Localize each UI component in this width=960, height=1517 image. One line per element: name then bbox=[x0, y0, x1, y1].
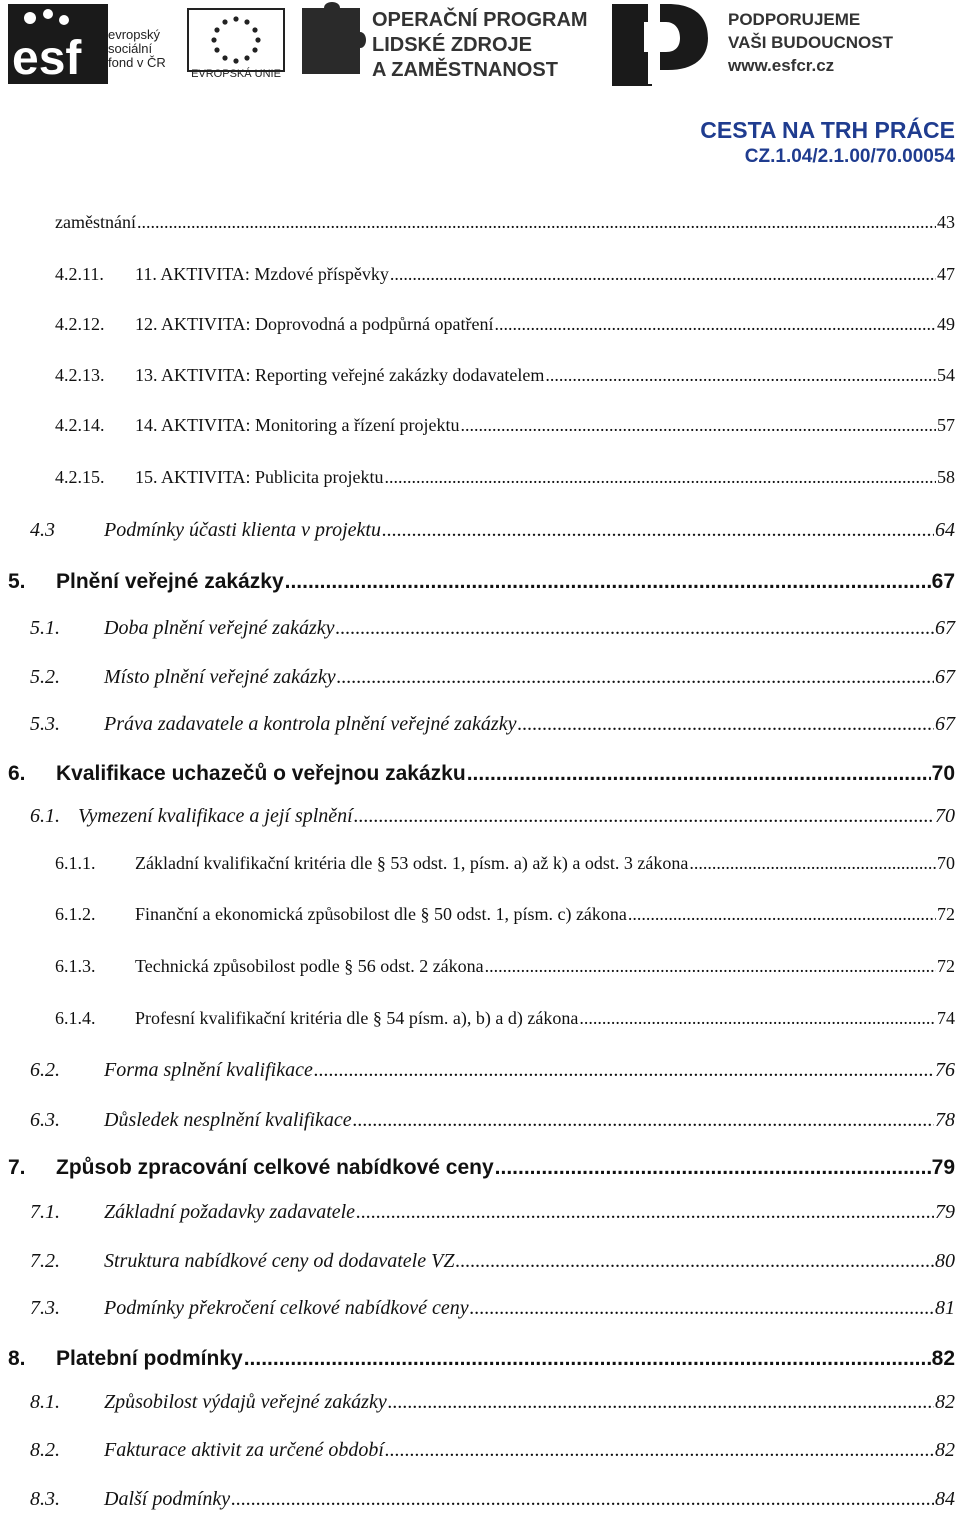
toc-entry-number: 4.3 bbox=[30, 519, 55, 541]
toc-entry[interactable] bbox=[55, 904, 955, 925]
toc-entry-page: 76 bbox=[935, 1059, 955, 1081]
toc-entry-number: 6.3. bbox=[30, 1109, 60, 1131]
esf-line1: evropský bbox=[108, 27, 161, 42]
toc-leader-dots bbox=[231, 1488, 934, 1511]
toc-entry-page: 57 bbox=[937, 415, 955, 435]
toc-leader-dots bbox=[517, 713, 934, 736]
toc-entry-page: 70 bbox=[937, 853, 955, 873]
toc-chapter[interactable] bbox=[8, 570, 955, 594]
toc-entry[interactable] bbox=[55, 212, 955, 233]
toc-chapter-page: 70 bbox=[931, 762, 955, 785]
esf-line3: fond v ČR bbox=[108, 55, 166, 70]
toc-leader-dots bbox=[285, 570, 931, 594]
toc-leader-dots bbox=[467, 762, 931, 786]
toc-leader-dots bbox=[244, 1347, 931, 1371]
toc-leader-dots bbox=[495, 1156, 931, 1180]
toc-chapter-title: Plnění veřejné zakázky bbox=[56, 570, 284, 593]
toc-entry-title: Technická způsobilost podle § 56 odst. 2 zákona bbox=[135, 956, 484, 976]
toc-entry[interactable] bbox=[30, 666, 955, 689]
toc-chapter[interactable] bbox=[8, 1347, 955, 1371]
toc-chapter-title: Platební podmínky bbox=[56, 1347, 243, 1370]
toc-entry-title: Vymezení kvalifikace a její splnění bbox=[78, 805, 353, 827]
toc-chapter-number: 6. bbox=[8, 762, 26, 785]
toc-leader-dots bbox=[353, 1109, 934, 1132]
toc-entry-title: 12. AKTIVITA: Doprovodná a podpůrná opatření bbox=[135, 314, 494, 334]
toc-chapter[interactable] bbox=[8, 762, 955, 786]
toc-leader-dots bbox=[335, 617, 934, 640]
toc-entry-title: 11. AKTIVITA: Mzdové příspěvky bbox=[135, 264, 389, 284]
toc-leader-dots bbox=[390, 264, 936, 285]
esf-logo-text: esf bbox=[12, 32, 82, 84]
toc-entry-page: 67 bbox=[935, 617, 955, 639]
toc-entry[interactable] bbox=[30, 713, 955, 736]
toc-entry-number: 7.3. bbox=[30, 1297, 60, 1319]
toc-entry-title: Základní kvalifikační kritéria dle § 53 odst. 1, písm. a) až k) a odst. 3 zákona bbox=[135, 853, 689, 873]
toc-entry[interactable] bbox=[55, 365, 955, 386]
toc-entry-number: 6.2. bbox=[30, 1059, 60, 1081]
toc-entry-title: Způsobilost výdajů veřejné zakázky bbox=[104, 1391, 387, 1413]
toc-entry-title: Důsledek nesplnění kvalifikace bbox=[104, 1109, 352, 1131]
toc-entry[interactable] bbox=[55, 264, 955, 285]
toc-leader-dots bbox=[455, 1250, 934, 1273]
toc-entry-number: 4.2.11. bbox=[55, 264, 104, 284]
toc-entry-number: 6.1.1. bbox=[55, 853, 96, 873]
op-program-text bbox=[372, 8, 588, 83]
toc-entry-title: zaměstnání bbox=[55, 212, 136, 232]
toc-entry-title: Práva zadavatele a kontrola plnění veřejné zakázky bbox=[104, 713, 517, 735]
toc-entry-page: 58 bbox=[937, 467, 955, 487]
toc-entry[interactable] bbox=[30, 805, 955, 828]
toc-entry-page: 74 bbox=[937, 1008, 955, 1028]
op-line3: A ZAMĚSTNANOST bbox=[372, 59, 558, 81]
toc-entry[interactable] bbox=[55, 415, 955, 436]
podp-line1: PODPORUJEME bbox=[728, 10, 861, 29]
toc-entry-number: 4.2.13. bbox=[55, 365, 105, 385]
toc-entry-title: Základní požadavky zadavatele bbox=[104, 1201, 356, 1223]
toc-entry-number: 6.1.4. bbox=[55, 1008, 96, 1028]
toc-leader-dots bbox=[385, 1439, 934, 1462]
toc-entry-title: Podmínky účasti klienta v projektu bbox=[104, 519, 381, 541]
toc-leader-dots bbox=[689, 853, 936, 874]
podp-line2: VAŠI BUDOUCNOST bbox=[728, 33, 893, 52]
toc-entry-title: Finanční a ekonomická způsobilost dle § 50 odst. 1, písm. c) zákona bbox=[135, 904, 627, 924]
podporujeme-text bbox=[728, 8, 893, 77]
toc-entry-number: 6.1. bbox=[30, 805, 60, 827]
toc-leader-dots bbox=[385, 467, 936, 488]
toc-entry[interactable] bbox=[55, 853, 955, 874]
toc-entry-page: 78 bbox=[935, 1109, 955, 1131]
toc-entry-title: 15. AKTIVITA: Publicita projektu bbox=[135, 467, 384, 487]
toc-entry[interactable] bbox=[55, 956, 955, 977]
toc-entry-title: Místo plnění veřejné zakázky bbox=[104, 666, 336, 688]
project-title: CESTA NA TRH PRÁCE bbox=[700, 117, 955, 143]
toc-entry-number: 4.2.12. bbox=[55, 314, 105, 334]
toc-leader-dots bbox=[545, 365, 936, 386]
toc-entry-number: 8.3. bbox=[30, 1488, 60, 1510]
toc-leader-dots bbox=[314, 1059, 934, 1082]
toc-entry-title: Další podmínky bbox=[104, 1488, 231, 1510]
project-logo-icon bbox=[608, 0, 716, 86]
toc-leader-dots bbox=[494, 314, 936, 335]
esf-subtitle bbox=[108, 28, 166, 70]
toc-chapter-number: 7. bbox=[8, 1156, 26, 1179]
toc-entry-page: 43 bbox=[937, 212, 955, 232]
toc-entry-number: 5.1. bbox=[30, 617, 60, 639]
toc-leader-dots bbox=[137, 212, 936, 233]
toc-chapter-page: 67 bbox=[931, 570, 955, 593]
toc-entry-number: 5.2. bbox=[30, 666, 60, 688]
toc-entry-page: 84 bbox=[935, 1488, 955, 1510]
toc-entry-page: 67 bbox=[935, 666, 955, 688]
toc-leader-dots bbox=[461, 415, 937, 436]
toc-entry[interactable] bbox=[55, 467, 955, 488]
toc-leader-dots bbox=[382, 519, 934, 542]
toc-entry-page: 54 bbox=[937, 365, 955, 385]
op-line2: LIDSKÉ ZDROJE bbox=[372, 34, 533, 56]
toc-leader-dots bbox=[388, 1391, 934, 1414]
toc-entry-page: 82 bbox=[935, 1391, 955, 1413]
toc-entry-page: 49 bbox=[937, 314, 955, 334]
toc-entry[interactable] bbox=[30, 1201, 955, 1224]
toc-entry-page: 80 bbox=[935, 1250, 955, 1272]
toc-entry-page: 72 bbox=[937, 956, 955, 976]
toc-leader-dots bbox=[579, 1008, 936, 1029]
toc-entry[interactable] bbox=[30, 1250, 955, 1273]
toc-entry-title: 14. AKTIVITA: Monitoring a řízení projektu bbox=[135, 415, 460, 435]
eu-caption: EVROPSKÁ UNIE bbox=[191, 68, 281, 80]
toc-entry-page: 79 bbox=[935, 1201, 955, 1223]
toc-entry[interactable] bbox=[30, 519, 955, 542]
toc-entry-title: Fakturace aktivit za určené období bbox=[104, 1439, 384, 1461]
toc-entry-number: 5.3. bbox=[30, 713, 60, 735]
toc-chapter[interactable] bbox=[8, 1156, 955, 1180]
toc-entry-page: 67 bbox=[935, 713, 955, 735]
toc-entry-page: 47 bbox=[937, 264, 955, 284]
project-title-block bbox=[700, 116, 955, 170]
toc-entry-page: 81 bbox=[935, 1297, 955, 1319]
toc-entry-number: 4.2.14. bbox=[55, 415, 105, 435]
puzzle-icon bbox=[298, 2, 366, 80]
toc-leader-dots bbox=[337, 666, 934, 689]
toc-entry-number: 6.1.3. bbox=[55, 956, 96, 976]
toc-entry-number: 8.1. bbox=[30, 1391, 60, 1413]
toc-entry[interactable] bbox=[30, 1439, 955, 1462]
toc-entry-number: 8.2. bbox=[30, 1439, 60, 1461]
toc-entry-page: 82 bbox=[935, 1439, 955, 1461]
toc-entry[interactable] bbox=[30, 1488, 955, 1511]
toc-chapter-title: Kvalifikace uchazečů o veřejnou zakázku bbox=[56, 762, 466, 785]
toc-entry[interactable] bbox=[55, 1008, 955, 1029]
toc-chapter-number: 8. bbox=[8, 1347, 26, 1370]
toc-chapter-page: 82 bbox=[931, 1347, 955, 1370]
toc-entry-title: Podmínky překročení celkové nabídkové ceny bbox=[104, 1297, 469, 1319]
project-code: CZ.1.04/2.1.00/70.00054 bbox=[744, 146, 955, 167]
toc-leader-dots bbox=[628, 904, 936, 925]
toc-leader-dots bbox=[356, 1201, 934, 1224]
header-logo-bar bbox=[0, 0, 960, 90]
toc-leader-dots bbox=[470, 1297, 934, 1320]
toc-entry[interactable] bbox=[55, 314, 955, 335]
toc-entry[interactable] bbox=[30, 1391, 955, 1414]
podp-line3: www.esfcr.cz bbox=[728, 56, 835, 75]
toc-entry[interactable] bbox=[30, 617, 955, 640]
toc-entry-number: 4.2.15. bbox=[55, 467, 105, 487]
op-line1: OPERAČNÍ PROGRAM bbox=[372, 9, 588, 31]
esf-line2: sociální bbox=[108, 41, 153, 56]
toc-entry-number: 7.1. bbox=[30, 1201, 60, 1223]
toc-chapter-number: 5. bbox=[8, 570, 26, 593]
toc-entry[interactable] bbox=[30, 1059, 955, 1082]
toc-entry-number: 6.1.2. bbox=[55, 904, 96, 924]
toc-entry-title: Forma splnění kvalifikace bbox=[104, 1059, 313, 1081]
toc-entry-title: Profesní kvalifikační kritéria dle § 54 písm. a), b) a d) zákona bbox=[135, 1008, 579, 1028]
toc-leader-dots bbox=[485, 956, 936, 977]
toc-entry-page: 64 bbox=[935, 519, 955, 541]
toc-entry-page: 72 bbox=[937, 904, 955, 924]
toc-entry-title: Struktura nabídkové ceny od dodavatele VZ bbox=[104, 1250, 455, 1272]
toc-entry-title: 13. AKTIVITA: Reporting veřejné zakázky dodavatelem bbox=[135, 365, 545, 385]
toc-leader-dots bbox=[354, 805, 934, 828]
toc-entry[interactable] bbox=[30, 1109, 955, 1132]
toc-entry-page: 70 bbox=[935, 805, 955, 827]
toc-chapter-title: Způsob zpracování celkové nabídkové ceny bbox=[56, 1156, 494, 1179]
toc-chapter-page: 79 bbox=[931, 1156, 955, 1179]
toc-entry-title: Doba plnění veřejné zakázky bbox=[104, 617, 335, 639]
toc-entry-number: 7.2. bbox=[30, 1250, 60, 1272]
toc-entry[interactable] bbox=[30, 1297, 955, 1320]
